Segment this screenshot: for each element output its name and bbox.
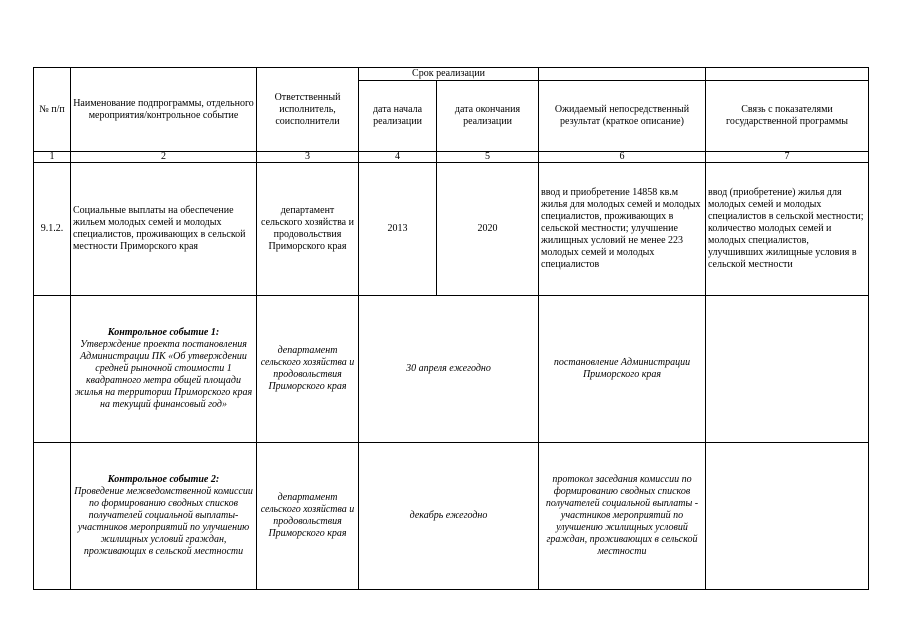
event2-num-cell	[34, 443, 71, 590]
event2-description	[71, 443, 257, 590]
table-row-event-2	[34, 443, 869, 590]
event1-num-cell	[34, 296, 71, 443]
table-row-event-1	[34, 296, 869, 443]
event1-description	[71, 296, 257, 443]
event2-title: Контрольное событие 2:	[107, 474, 220, 485]
event1-result: постановление Администрации Приморского края	[539, 296, 706, 443]
header-link: Связь с показателями государственной программы	[706, 81, 869, 152]
col-number: 7	[706, 152, 869, 163]
measure-result: ввод и приобретение 14858 кв.м жилья для молодых семей и молодых специалистов, проживающих в сельской местности; улучшение жилищных условий не менее 223 молодых семей и молодых специалистов	[539, 163, 706, 296]
event2-result: протокол заседания комиссии по формированию сводных списков получателей социальной выплаты - участников мероприятий по улучшению жилищных условий граждан, проживающих в сельской местности	[539, 443, 706, 590]
measure-executor: департамент сельского хозяйства и продовольствия Приморского края	[257, 163, 359, 296]
header-result-top-cell	[539, 68, 706, 81]
column-numbers-row	[34, 152, 869, 163]
col-number: 5	[437, 152, 539, 163]
event1-term: 30 апреля ежегодно	[359, 296, 539, 443]
col-number: 6	[539, 152, 706, 163]
measure-start: 2013	[359, 163, 437, 296]
event2-executor: департамент сельского хозяйства и продовольствия Приморского края	[257, 443, 359, 590]
header-link-top-cell	[706, 68, 869, 81]
header-term-group: Срок реализации	[359, 68, 539, 81]
event1-executor: департамент сельского хозяйства и продовольствия Приморского края	[257, 296, 359, 443]
col-number: 3	[257, 152, 359, 163]
table-row-measure	[34, 163, 869, 296]
measure-end: 2020	[437, 163, 539, 296]
header-num: № п/п	[34, 68, 71, 152]
event1-title: Контрольное событие 1:	[107, 327, 220, 338]
header-executor: Ответственный исполнитель, соисполнители	[257, 68, 359, 152]
col-number: 1	[34, 152, 71, 163]
measure-link: ввод (приобретение) жилья для молодых семей и молодых специалистов в сельской местности; количество молодых семей и молодых специалистов, улучшивших жилищные условия в сельской местности	[706, 163, 869, 296]
header-end: дата окончания реализации	[437, 81, 539, 152]
program-table	[33, 67, 869, 590]
event1-link-cell	[706, 296, 869, 443]
col-number: 4	[359, 152, 437, 163]
event2-term: декабрь ежегодно	[359, 443, 539, 590]
measure-name: Социальные выплаты на обеспечение жильем молодых семей и молодых специалистов, проживающих в сельской местности Приморского края	[71, 163, 257, 296]
event1-body: Утверждение проекта постановления Администрации ПК «Об утверждении средней рыночной стоимости 1 квадратного метра общей площади жилья на территории Приморского края на текущий финансовый год»	[74, 339, 253, 410]
header-result: Ожидаемый непосредственный результат (краткое описание)	[539, 81, 706, 152]
row-num: 9.1.2.	[34, 163, 71, 296]
col-number: 2	[71, 152, 257, 163]
event2-body: Проведение межведомственной комиссии по формированию сводных списков получателей социальной выплаты-участников мероприятий по улучшению жилищных условий граждан, проживающих в сельской местности	[74, 486, 253, 557]
header-start: дата начала реализации	[359, 81, 437, 152]
header-row-top	[34, 68, 869, 81]
event2-link-cell	[706, 443, 869, 590]
header-name: Наименование подпрограммы, отдельного мероприятия/контрольное событие	[71, 68, 257, 152]
